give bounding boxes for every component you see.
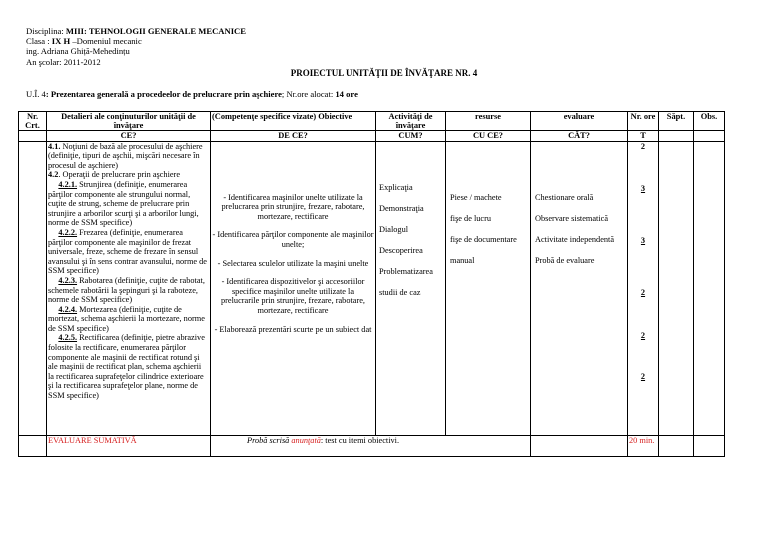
col-details-header: Detalieri ale conţinuturilor unităţii de învăţare xyxy=(47,112,211,131)
col-obs-header: Obs. xyxy=(694,112,725,131)
col-resurse-header: resurse xyxy=(446,112,531,131)
objective-2: - Identificarea părţilor componente ale maşinilor unelte; xyxy=(212,230,374,249)
objective-3: - Selectarea sculelor utilizate la maşini unelte xyxy=(217,258,369,268)
evaluation-item: Chestionare orală xyxy=(535,192,594,202)
sub-ce: CE? xyxy=(47,131,211,141)
document-header xyxy=(26,26,246,67)
header-row xyxy=(19,112,725,131)
sub-cu-ce: CU CE? xyxy=(446,131,531,141)
sub-cum: CUM? xyxy=(376,131,446,141)
content-details: 4.1. Noţiuni de bază ale procesului de aşchiere (definiţie, tipuri de aşchii, mişcări necesare în procesul de aşchiere) 4.2. Operaţii de prelucrare prin aşchiere 4.2.1. Strunjirea (definiţie, enumerarea părţilor componente ale strungului normal, cuţite de strung, scheme de prelucrare prin strunjire a arborilor scurţi şi a arborilor lungi, norme de SSM specifice) 4.2.2. Frezarea (definiţie, enumerarea părţilor componente ale maşinilor de frezat universale, freze, scheme de frezare în sensul avansului şi în sens contrar avansului, norme de SSM specifice) 4.2.3. Rabotarea (definiţie, cuţite de rabotat, schemele rabotării la şepinguri şi la raboteze, norme de SSM specifice) 4.2.4. Mortezarea (definiţie, cuţite de mortezat, schema aşchierii la mortezare, norme de SSM specifice) 4.2.5. Rectificarea (definiţie, pietre abrazive folosite la rectificare, enumerarea părţilor componente ale maşinii de rectificat rotund şi ale maşinii de rectificat plan, schema aşchierii la rectificarea suprafeţelor cilindrice exterioare şi la rectificarea suprafeţelor plane, norme de SSM specifice) xyxy=(47,141,211,435)
class-line: Clasa : IX H –Domeniul mecanic xyxy=(26,36,142,47)
plan-table xyxy=(18,111,725,457)
activities-cell xyxy=(376,141,446,435)
summative-label: EVALUARE SUMATIVĂ xyxy=(47,435,211,456)
col-activitati-header: Activităţi de învăţare xyxy=(376,112,446,131)
hours-item: 2 xyxy=(640,371,646,381)
activity-item: Descoperirea xyxy=(379,245,423,255)
teacher-line: ing. Adriana Ghiță-Mehedințu xyxy=(26,46,130,57)
col-nr-header: Nr. Crt. xyxy=(19,112,47,131)
document-title: PROIECTUL UNITĂŢII DE ÎNVĂŢARE NR. 4 xyxy=(290,68,478,78)
col-nr-ore-header: Nr. ore xyxy=(628,112,659,131)
sub-de-ce: DE CE? xyxy=(211,131,376,141)
discipline-line: Disciplina: MIII: TEHNOLOGII GENERALE MECANICE xyxy=(26,26,246,36)
objectives-cell xyxy=(211,141,376,435)
evaluation-item: Observare sistematică xyxy=(535,213,609,223)
hours-cell xyxy=(628,141,659,435)
objective-5: - Elaborează prezentări scurte pe un subiect dat xyxy=(214,324,372,334)
activity-item: studii de caz xyxy=(379,287,421,297)
content-row xyxy=(19,141,725,435)
resource-item: fişe de documentare xyxy=(450,234,517,244)
unit-line: U.Î. 4: Prezentarea generală a procedeelor de prelucrare prin aşchiere; Nr.ore alocat: 14 ore xyxy=(26,89,358,99)
col-sapt-header: Săpt. xyxy=(659,112,694,131)
activity-item: Dialogul xyxy=(379,224,409,234)
summative-time: 20 min. xyxy=(628,435,659,456)
hours-item: 2 xyxy=(640,287,646,297)
resource-item: Piese / machete xyxy=(450,192,502,202)
sub-cat: CÂT? xyxy=(531,131,628,141)
evaluation-item: Probă de evaluare xyxy=(535,255,595,265)
objective-4: - Identificarea dispozitivelor şi accesoriilor specifice maşinilor unelte utilizate la prelucrarile prin strunjire, frezare, rabotare, mortezare, rectificare xyxy=(221,277,365,315)
hours-item: 3 xyxy=(640,235,646,245)
subheader-row xyxy=(19,131,725,141)
activity-item: Demonstraţia xyxy=(379,203,424,213)
objective-1: - Identificarea maşinilor unelte utilizate la prelucrarea prin strunjire, frezare, rabotare, mortezare, rectificare xyxy=(221,192,365,221)
summative-test: Probă scrisă anunţată: test cu itemi obiectivi. xyxy=(211,435,531,456)
school-year-line: An şcolar: 2011-2012 xyxy=(26,56,101,67)
hours-item: 2 xyxy=(640,330,646,340)
hours-total-1: 2 xyxy=(640,141,646,151)
resource-item: fişe de lucru xyxy=(450,213,492,223)
evaluation-cell xyxy=(531,141,628,435)
sub-t: T xyxy=(628,131,659,141)
evaluation-item: Activitate independentă xyxy=(535,234,615,244)
resources-cell xyxy=(446,141,531,435)
summative-row xyxy=(19,435,725,456)
hours-item: 3 xyxy=(640,183,646,193)
resource-item: manual xyxy=(450,255,475,265)
activity-item: Problematizarea xyxy=(379,266,433,276)
col-evaluare-header: evaluare xyxy=(531,112,628,131)
col-competente-header: (Competenţe specifice vizate) Obiective xyxy=(211,112,376,131)
activity-item: Explicaţia xyxy=(379,182,413,192)
